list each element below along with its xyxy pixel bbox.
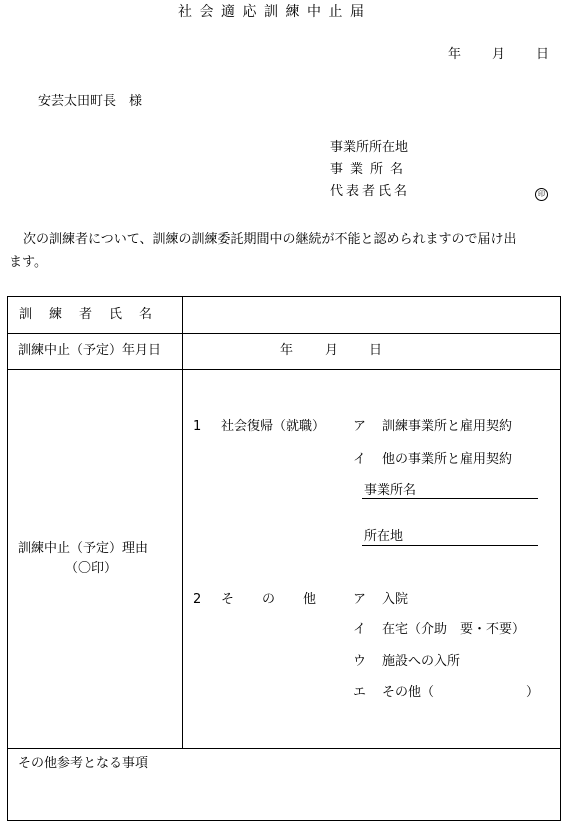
reason1-a-mark: ア — [353, 419, 367, 434]
reason1-a-text: 訓練事業所と雇用契約 — [382, 419, 513, 434]
stop-reason-note: （〇印） — [65, 561, 118, 576]
stop-date-label: 訓練中止（予定）年月日 — [18, 343, 162, 358]
reason2-i-text: 在宅（介助 要・不要） — [382, 622, 526, 637]
reason2-u-text: 施設への入所 — [382, 654, 461, 669]
reason2-e-close: ） — [526, 685, 540, 700]
body-text-line2: ます。 — [9, 255, 47, 270]
date-month-label: 月 — [492, 47, 506, 62]
address-field-label: 所在地 — [364, 529, 404, 544]
reason2-e-mark: エ — [353, 685, 367, 700]
trainee-name-label: 訓練者氏名 — [19, 307, 170, 322]
trainee-name-field[interactable] — [190, 302, 550, 328]
reason2-a-mark: ア — [353, 592, 367, 607]
reason2-i-mark: イ — [353, 622, 367, 637]
body-text-line1: 次の訓練者について、訓練の訓練委託期間中の継続が不能と認められますので届け出 — [23, 232, 517, 247]
stop-reason-label: 訓練中止（予定）理由 — [18, 541, 149, 556]
reason1-number: 1 — [193, 419, 202, 434]
reason2-title: その他 — [221, 592, 345, 607]
reason1-title: 社会復帰（就職） — [221, 419, 326, 434]
address-underline[interactable] — [362, 545, 538, 546]
table-row-divider — [8, 333, 560, 334]
office-location-label: 事業所所在地 — [330, 140, 409, 155]
table-row-divider — [8, 748, 560, 749]
reason2-a-text: 入院 — [382, 592, 409, 607]
table-column-divider — [182, 297, 183, 748]
stop-date-day: 日 — [369, 343, 383, 358]
document-title: 社会適応訓練中止届 — [178, 4, 372, 20]
form-table — [7, 296, 561, 821]
stop-date-year: 年 — [280, 343, 294, 358]
stop-date-month: 月 — [325, 343, 339, 358]
representative-name-label: 代表者氏名 — [330, 184, 411, 199]
seal-mark: 印 — [535, 186, 548, 201]
office-name-field-label: 事業所名 — [364, 483, 417, 498]
reason1-i-text: 他の事業所と雇用契約 — [382, 452, 513, 467]
reason2-e-text: その他（ — [382, 685, 435, 700]
office-name-label: 事業所名 — [330, 162, 411, 177]
reason2-u-mark: ウ — [353, 654, 367, 669]
date-year-label: 年 — [448, 47, 462, 62]
reason1-i-mark: イ — [353, 452, 367, 467]
table-row-divider — [8, 369, 560, 370]
remarks-field[interactable] — [14, 776, 554, 816]
date-day-label: 日 — [536, 47, 550, 62]
office-name-underline[interactable] — [362, 498, 538, 499]
addressee: 安芸太田町長 様 — [38, 94, 143, 109]
reason2-number: 2 — [193, 592, 202, 607]
remarks-label: その他参考となる事項 — [18, 756, 149, 771]
